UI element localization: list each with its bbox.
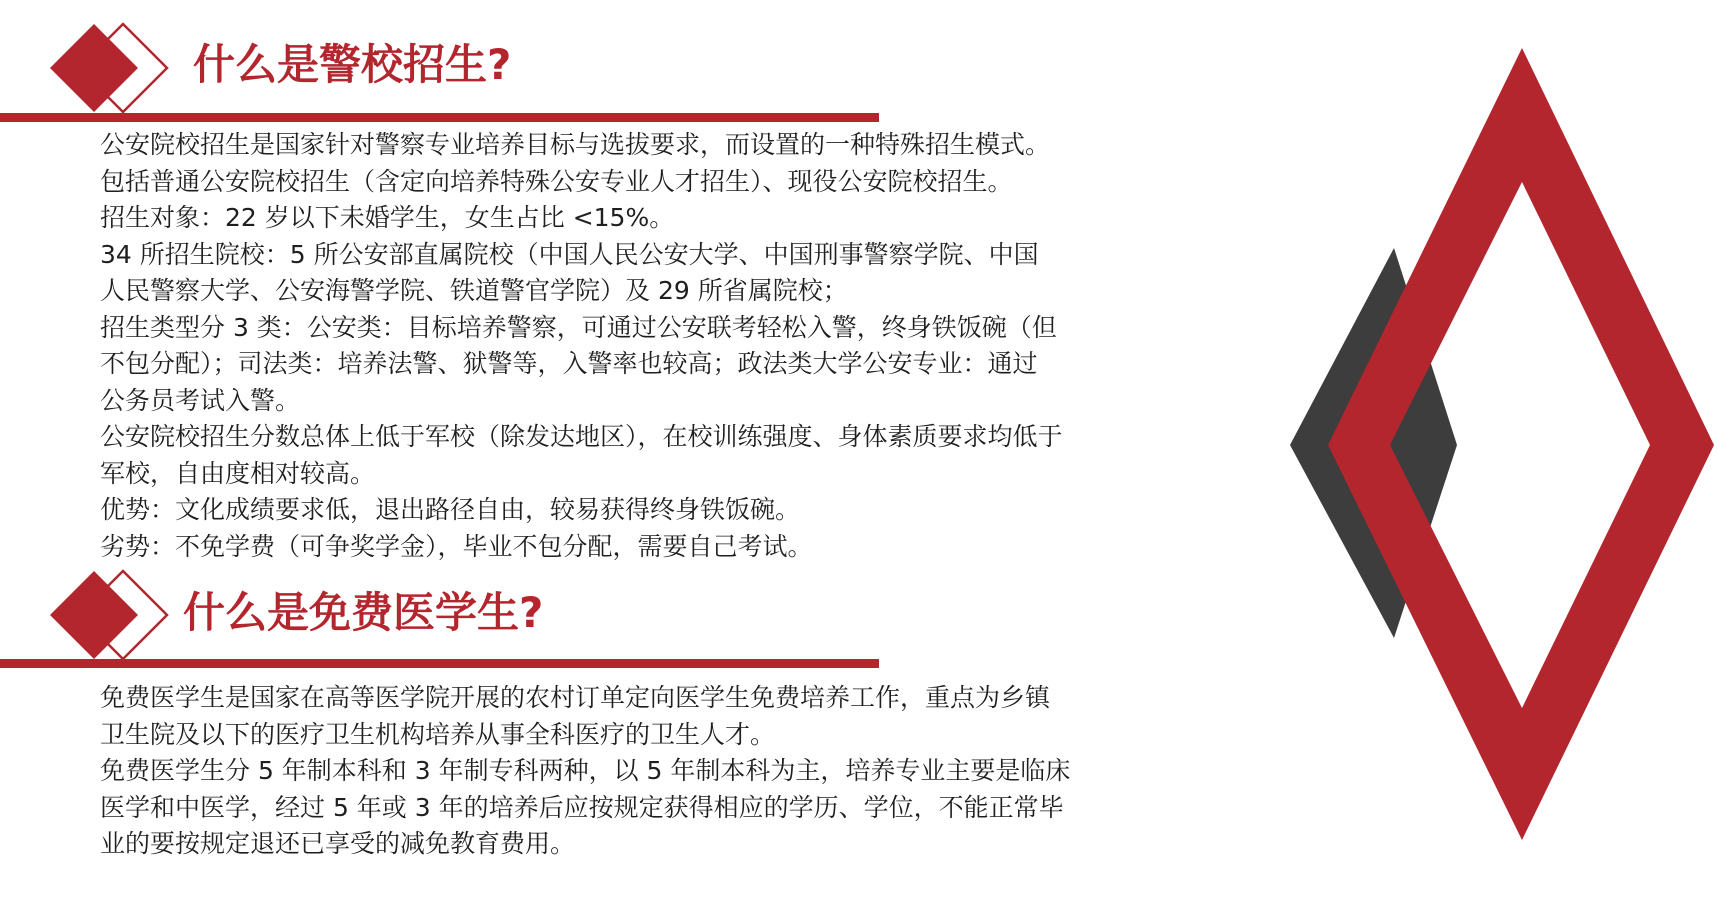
text-line: 34 所招生院校：5 所公安部直属院校（中国人民公安大学、中国刑事警察学院、中国 [100, 239, 1039, 269]
text-line: 人民警察大学、公安海警学院、铁道警官学院）及 29 所省属院校； [100, 276, 848, 305]
section-body-police-school [100, 127, 1270, 565]
text-line: 不包分配）；司法类：培养法警、狱警等，入警率也较高；政法类大学公安专业：通过 [100, 349, 1038, 378]
section-body-free-medical [100, 680, 1270, 863]
red-diamond-frame [1328, 48, 1714, 840]
section-divider-1 [0, 113, 879, 122]
text-line: 劣势：不免学费（可争奖学金），毕业不包分配，需要自己考试。 [100, 531, 813, 561]
text-line: 公安院校招生是国家针对警察专业培养目标与选拔要求，而设置的一种特殊招生模式。 [100, 130, 1051, 159]
section-title-free-medical: 什么是免费医学生? [183, 588, 544, 637]
text-line: 公务员考试入警。 [100, 385, 301, 415]
section-title-police-school: 什么是警校招生? [193, 40, 512, 89]
text-line: 公安院校招生分数总体上低于军校（除发达地区），在校训练强度、身体素质要求均低于 [100, 422, 1063, 451]
decorative-diamonds-graphic [1290, 40, 1719, 860]
section-divider-2 [0, 659, 879, 668]
text-line: 招生对象：22 岁以下未婚学生，女生占比 <15%。 [100, 203, 675, 232]
text-line: 业的要按规定退还已享受的减免教育费用。 [100, 829, 576, 858]
text-line: 免费医学生分 5 年制本科和 3 年制专科两种，以 5 年制本科为主，培养专业主要是临床 [100, 756, 1071, 785]
text-line: 卫生院及以下的医疗卫生机构培养从事全科医疗的卫生人才。 [100, 719, 776, 749]
diamond-bullet-icon-1 [48, 20, 173, 116]
text-line: 军校，自由度相对较高。 [100, 458, 376, 488]
text-line: 包括普通公安院校招生（含定向培养特殊公安专业人才招生）、现役公安院校招生。 [100, 166, 1013, 196]
diamond-bullet-icon-2 [48, 567, 173, 663]
text-line: 招生类型分 3 类：公安类：目标培养警察，可通过公安联考轻松入警，终身铁饭碗（但 [100, 312, 1057, 342]
text-line: 优势：文化成绩要求低，退出路径自由，较易获得终身铁饭碗。 [100, 495, 801, 524]
text-line: 医学和中医学，经过 5 年或 3 年的培养后应按规定获得相应的学历、学位，不能正常毕 [100, 792, 1064, 822]
text-line: 免费医学生是国家在高等医学院开展的农村订单定向医学生免费培养工作，重点为乡镇 [100, 683, 1051, 712]
